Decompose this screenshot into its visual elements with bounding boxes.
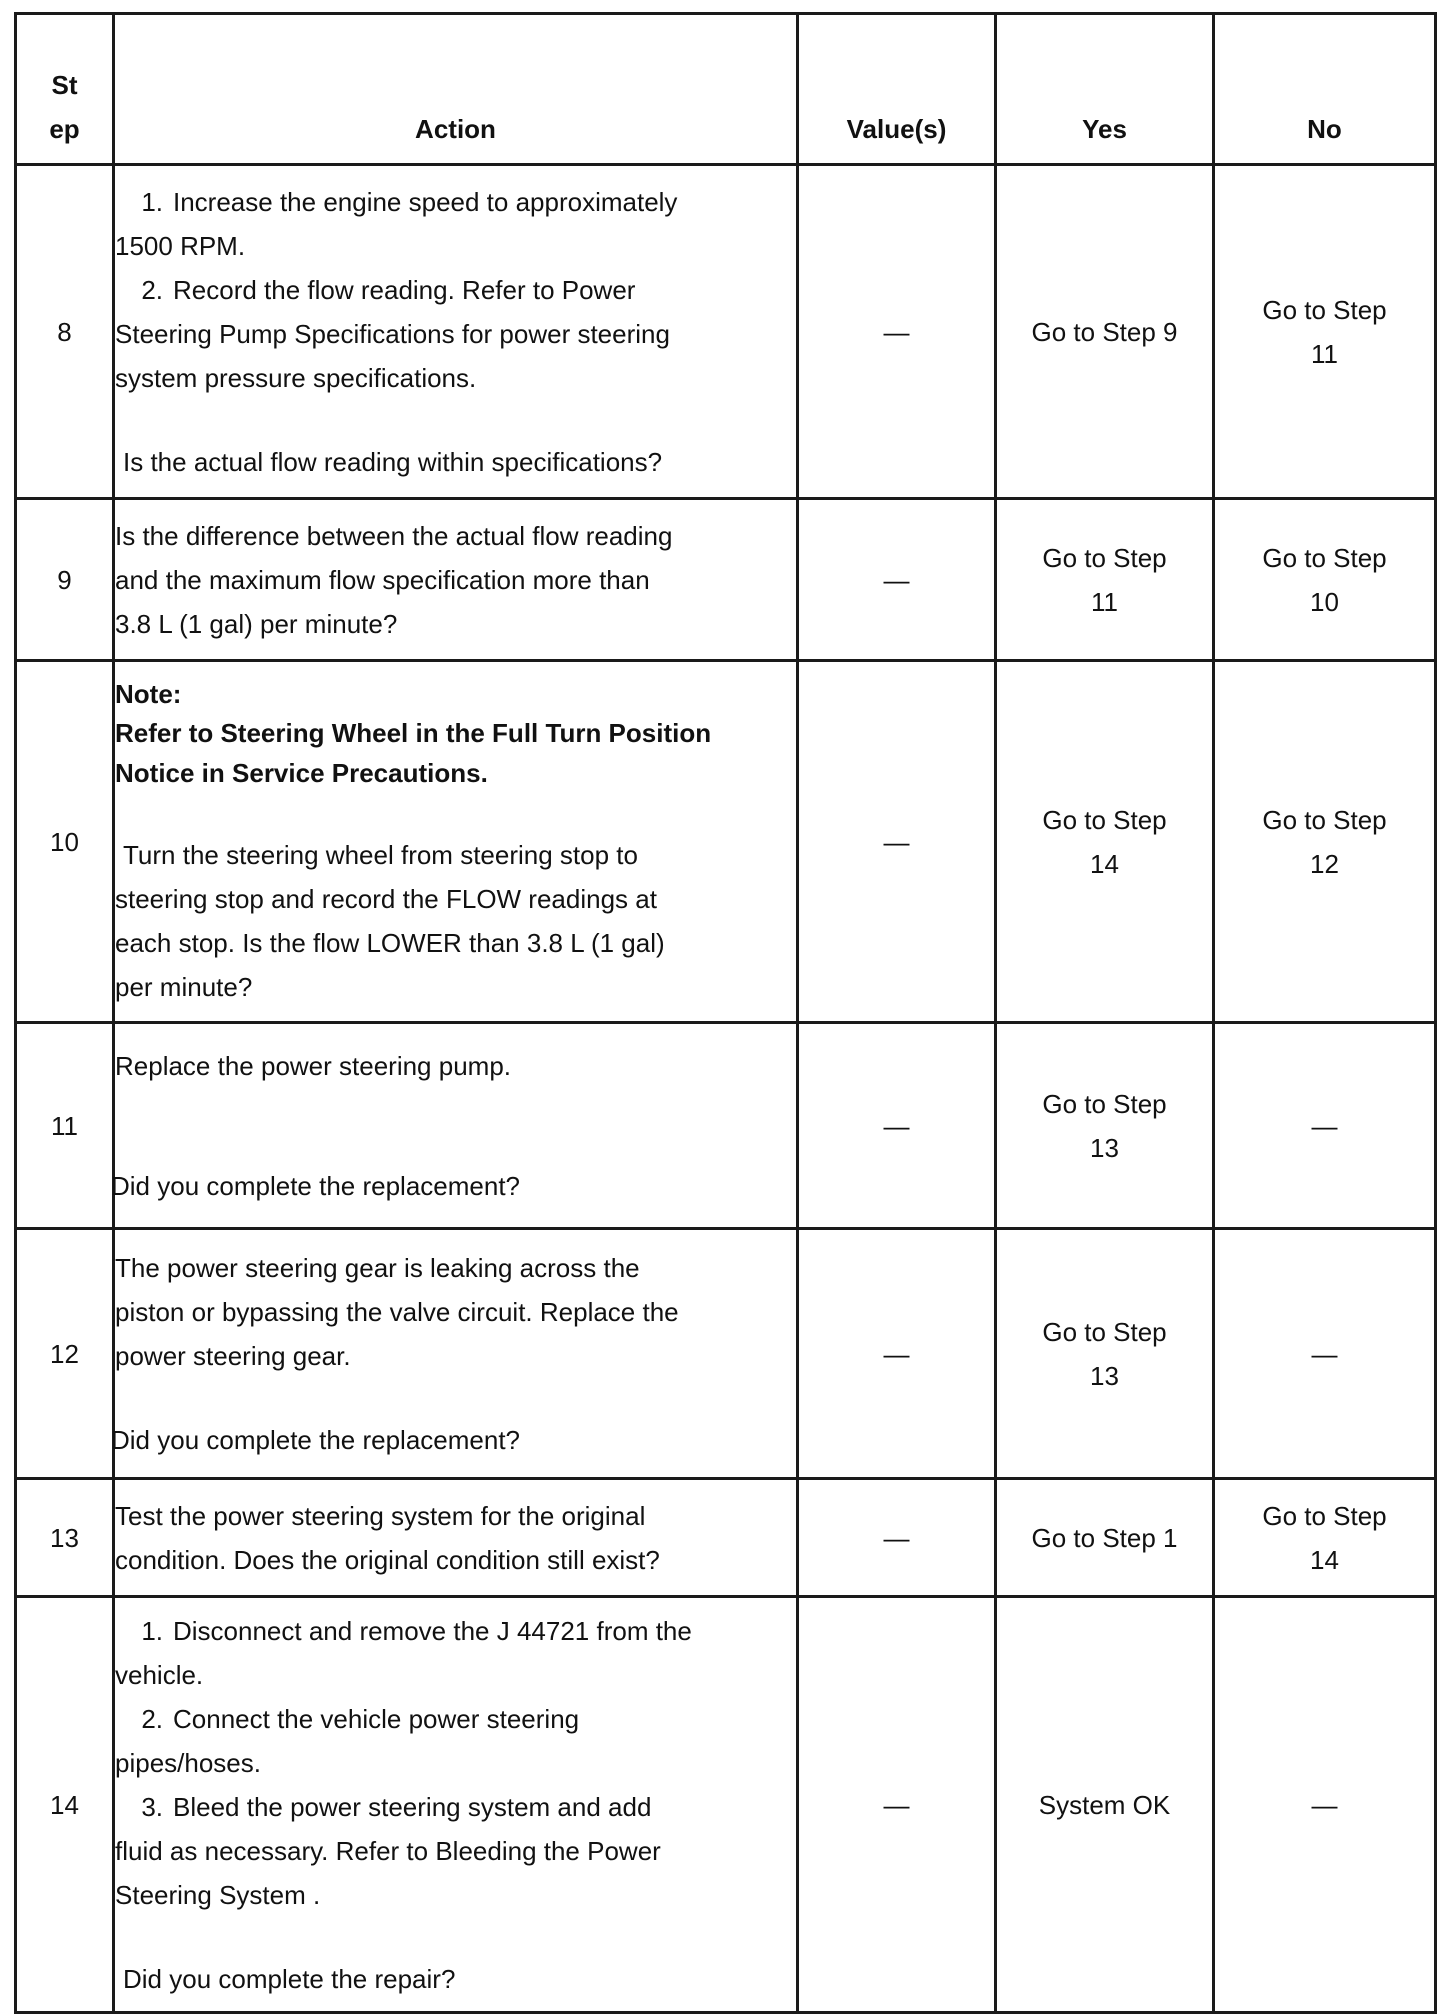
note-text: Notice in Service Precautions.	[115, 757, 488, 788]
step-number: 12	[16, 1229, 114, 1479]
header-yes: Yes	[996, 14, 1214, 165]
action-line: steering stop and record the FLOW readings at	[115, 883, 657, 914]
action-line: per minute?	[115, 971, 253, 1002]
action-line: piston or bypassing the valve circuit. Replace the	[115, 1296, 679, 1327]
action-cell	[114, 499, 798, 661]
action-cell	[114, 1479, 798, 1597]
action-line: Steering Pump Specifications for power steering	[115, 318, 670, 349]
value-cell: —	[798, 1229, 996, 1479]
action-line: 3. Bleed the power steering system and add	[141, 1791, 652, 1822]
action-question: Did you complete the replacement?	[111, 1170, 521, 1201]
action-cell	[111, 1023, 798, 1229]
yes-cell: Go to Step 13	[996, 1023, 1214, 1229]
value-cell: —	[798, 1023, 996, 1229]
no-cell: Go to Step 12	[1214, 661, 1436, 1023]
value-cell: —	[798, 661, 996, 1023]
action-cell	[114, 1597, 798, 2013]
action-line: Test the power steering system for the original	[115, 1500, 646, 1531]
action-line: 2. Connect the vehicle power steering	[141, 1703, 580, 1734]
header-action: Action	[114, 14, 798, 165]
step-number: 8	[16, 165, 114, 499]
yes-cell: System OK	[996, 1597, 1214, 2013]
header-values: Value(s)	[798, 14, 996, 165]
table-row	[16, 1479, 1436, 1597]
step-number: 13	[16, 1479, 114, 1597]
header-step-line2: ep	[49, 114, 80, 144]
table-row	[16, 1229, 1436, 1479]
yes-cell: Go to Step 1	[996, 1479, 1214, 1597]
value-cell: —	[798, 499, 996, 661]
action-line: The power steering gear is leaking across the	[115, 1252, 640, 1283]
value-cell: —	[798, 1597, 996, 2013]
table-row	[16, 165, 1436, 499]
yes-cell: Go to Step 9	[996, 165, 1214, 499]
action-cell	[111, 1229, 798, 1479]
action-line: vehicle.	[115, 1659, 204, 1690]
yes-cell: Go to Step 11	[996, 499, 1214, 661]
action-question: Is the actual flow reading within specifications?	[123, 446, 663, 477]
no-cell: Go to Step 14	[1214, 1479, 1436, 1597]
action-line: Is the difference between the actual flow reading	[115, 520, 673, 551]
note-label: Note:	[115, 678, 182, 709]
diagnostic-table-page	[14, 12, 1434, 2014]
step-number: 10	[16, 661, 114, 1023]
action-line: power steering gear.	[115, 1340, 351, 1371]
action-line: and the maximum flow specification more than	[115, 564, 650, 595]
table-row	[16, 499, 1436, 661]
step-number: 9	[16, 499, 114, 661]
action-question: Did you complete the replacement?	[111, 1424, 521, 1455]
action-line: pipes/hoses.	[115, 1747, 261, 1778]
no-cell: —	[1214, 1023, 1436, 1229]
table-row	[16, 1023, 1436, 1229]
action-line: 1. Disconnect and remove the J 44721 from the	[141, 1615, 692, 1646]
action-cell	[114, 165, 798, 499]
action-line: 1. Increase the engine speed to approximately	[141, 186, 678, 217]
action-question: Did you complete the repair?	[123, 1963, 456, 1994]
action-line: fluid as necessary. Refer to Bleeding the Power	[115, 1835, 661, 1866]
no-cell: Go to Step 11	[1214, 165, 1436, 499]
action-line: 2. Record the flow reading. Refer to Power	[141, 274, 636, 305]
yes-cell: Go to Step 13	[996, 1229, 1214, 1479]
no-cell: Go to Step 10	[1214, 499, 1436, 661]
action-line: 1500 RPM.	[115, 230, 246, 261]
table-row	[16, 661, 1436, 1023]
action-line: each stop. Is the flow LOWER than 3.8 L (1 gal)	[115, 927, 665, 958]
action-line: condition. Does the original condition still exist?	[115, 1544, 660, 1575]
value-cell: —	[798, 1479, 996, 1597]
action-cell	[114, 661, 798, 1023]
no-cell: —	[1214, 1597, 1436, 2013]
action-line: system pressure specifications.	[115, 362, 477, 393]
note-text: Refer to Steering Wheel in the Full Turn Position	[115, 717, 712, 748]
header-step-line1: St	[51, 70, 78, 100]
step-number: 11	[16, 1023, 114, 1229]
action-line: 3.8 L (1 gal) per minute?	[115, 608, 398, 639]
diagnostic-table	[14, 12, 1437, 2014]
action-line: Steering System .	[115, 1879, 321, 1910]
table-row	[16, 1597, 1436, 2013]
action-line: Replace the power steering pump.	[115, 1050, 512, 1081]
step-number: 14	[16, 1597, 114, 2013]
yes-cell: Go to Step 14	[996, 661, 1214, 1023]
value-cell: —	[798, 165, 996, 499]
header-no: No	[1214, 14, 1436, 165]
no-cell: —	[1214, 1229, 1436, 1479]
table-header-row	[16, 14, 1436, 165]
header-step	[16, 14, 114, 165]
action-line: Turn the steering wheel from steering stop to	[123, 839, 638, 870]
